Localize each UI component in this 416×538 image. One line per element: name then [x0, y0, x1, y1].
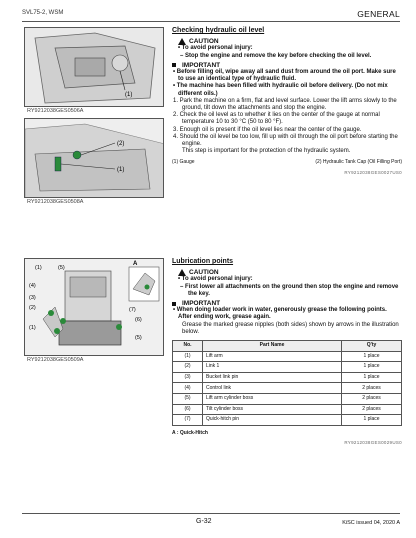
col-no: No. — [173, 341, 203, 352]
lub-important-item-1: • When doing loader work in water, generously grease the following points. After ending work, grease again. — [173, 307, 387, 321]
grease-points-table — [172, 340, 402, 426]
oil-step-3: 3. Enough oil is present if the oil level lies near the center of the gauge. — [173, 126, 362, 133]
col-qty: Q'ty — [342, 341, 402, 352]
table-row: (2) Link 1 1 place — [173, 362, 402, 373]
lubrication-title: Lubrication points — [172, 258, 234, 265]
warning-triangle-icon — [178, 269, 186, 276]
oil-important: IMPORTANT — [172, 62, 402, 69]
table-row: (4) Control link 2 places — [173, 383, 402, 394]
table-row: (3) Bucket link pin 1 place — [173, 372, 402, 383]
lub-caution: CAUTION — [178, 269, 402, 276]
table-row: (5) Lift arm cylinder boss 2 places — [173, 393, 402, 404]
table-row: (1) Lift arm 1 place — [173, 351, 402, 362]
oil-caution-line-2: – Stop the engine and remove the key before checking the oil level. — [180, 52, 372, 59]
lub-body: Grease the marked grease nipples (both sides) shown by arrows in the illustration below. — [182, 321, 399, 335]
fig2-label-2: (2) — [117, 141, 125, 147]
manual-model: SVL75-2, WSM — [22, 10, 64, 16]
ref-tank-cap: (2) Hydraulic Tank Cap (Oil Filling Port) — [315, 159, 402, 166]
footer-divider — [22, 513, 400, 514]
section-lubrication — [172, 258, 402, 446]
lub-caution-line-1: • To avoid personal injury: — [178, 276, 253, 283]
oil-step-note: This step is important for the protection of the hydraulic system. — [182, 148, 351, 155]
oil-caution-line-1: • To avoid personal injury: — [178, 45, 253, 52]
oil-references — [172, 159, 402, 166]
fig2-label-1: (1) — [117, 167, 125, 173]
fig3-label-f: (1) — [29, 325, 36, 331]
section-oil-level — [172, 27, 402, 176]
table-row: (7) Quick-hitch pin 1 place — [173, 415, 402, 426]
oil-step-4: 4. Should the oil level be too low, fill up with oil through the oil port before starting the engine. — [173, 133, 398, 148]
fig3-label-c: (4) — [29, 283, 36, 289]
figure-lubrication-points — [24, 258, 164, 356]
lub-caution-line-2: – First lower all attachments on the ground then stop the engine and remove the key. — [180, 283, 399, 297]
lub-note: A : Quick-Hitch — [172, 429, 208, 436]
header-divider — [22, 21, 400, 22]
oil-step-2: 2. Check the oil level as to whether it lies on the center of the gauge at normal temperature 10 to 30 °C (50 to 80 °F). — [173, 112, 380, 126]
oil-step-1: 1. Park the machine on a firm, flat and level surface. Lower the lift arms slowly to the ground, tilt down the attachments and stop the engine. — [173, 97, 397, 112]
warning-triangle-icon — [178, 38, 186, 45]
ref-gauge: (1) Gauge — [172, 159, 195, 166]
fig3-label-h: (6) — [135, 317, 142, 323]
fig1-code: RY9212038GES0506A — [27, 108, 84, 114]
fig3-label-i: (5) — [135, 335, 142, 341]
fig3-label-d: (3) — [29, 295, 36, 301]
section-title: GENERAL — [357, 9, 400, 19]
fig3-label-e: (2) — [29, 305, 36, 311]
lub-doc-code: RY9212038GES0029US0 — [344, 439, 402, 445]
fig3-label-a: (1) — [35, 265, 42, 271]
oil-important-item-1: • Before filling oil, wipe away all sand dust from around the oil port. Make sure to use an identical type of hydraulic fluid. — [173, 69, 396, 83]
figure-engine-compartment — [24, 27, 164, 107]
oil-caution: CAUTION — [178, 38, 402, 45]
oil-important-item-2: • The machine has been filled with hydraulic oil before delivery. (Do not mix different oils.) — [173, 83, 388, 97]
important-square-icon — [172, 63, 176, 67]
fig3-label-detail: A — [133, 261, 138, 267]
col-part-name: Part Name — [203, 341, 342, 352]
oil-doc-code: RY9212038GES0027US0 — [344, 169, 402, 175]
table-row: (6) Tilt cylinder boss 2 places — [173, 404, 402, 415]
page-number: G-32 — [196, 518, 212, 525]
fig1-label: (1) — [125, 92, 133, 98]
important-square-icon — [172, 302, 176, 306]
issue-info: KiSC issued 04, 2020 A — [342, 520, 400, 526]
oil-level-title: Checking hydraulic oil level — [172, 27, 265, 34]
fig3-label-b: (5) — [58, 265, 65, 271]
fig3-code: RY9212038GES0509A — [27, 357, 84, 363]
fig3-label-g: (7) — [129, 307, 136, 313]
figure-hydraulic-gauge — [24, 118, 164, 198]
lub-important: IMPORTANT — [172, 300, 402, 307]
table-header-row — [173, 341, 402, 352]
fig2-code: RY9212038GES0508A — [27, 199, 84, 205]
